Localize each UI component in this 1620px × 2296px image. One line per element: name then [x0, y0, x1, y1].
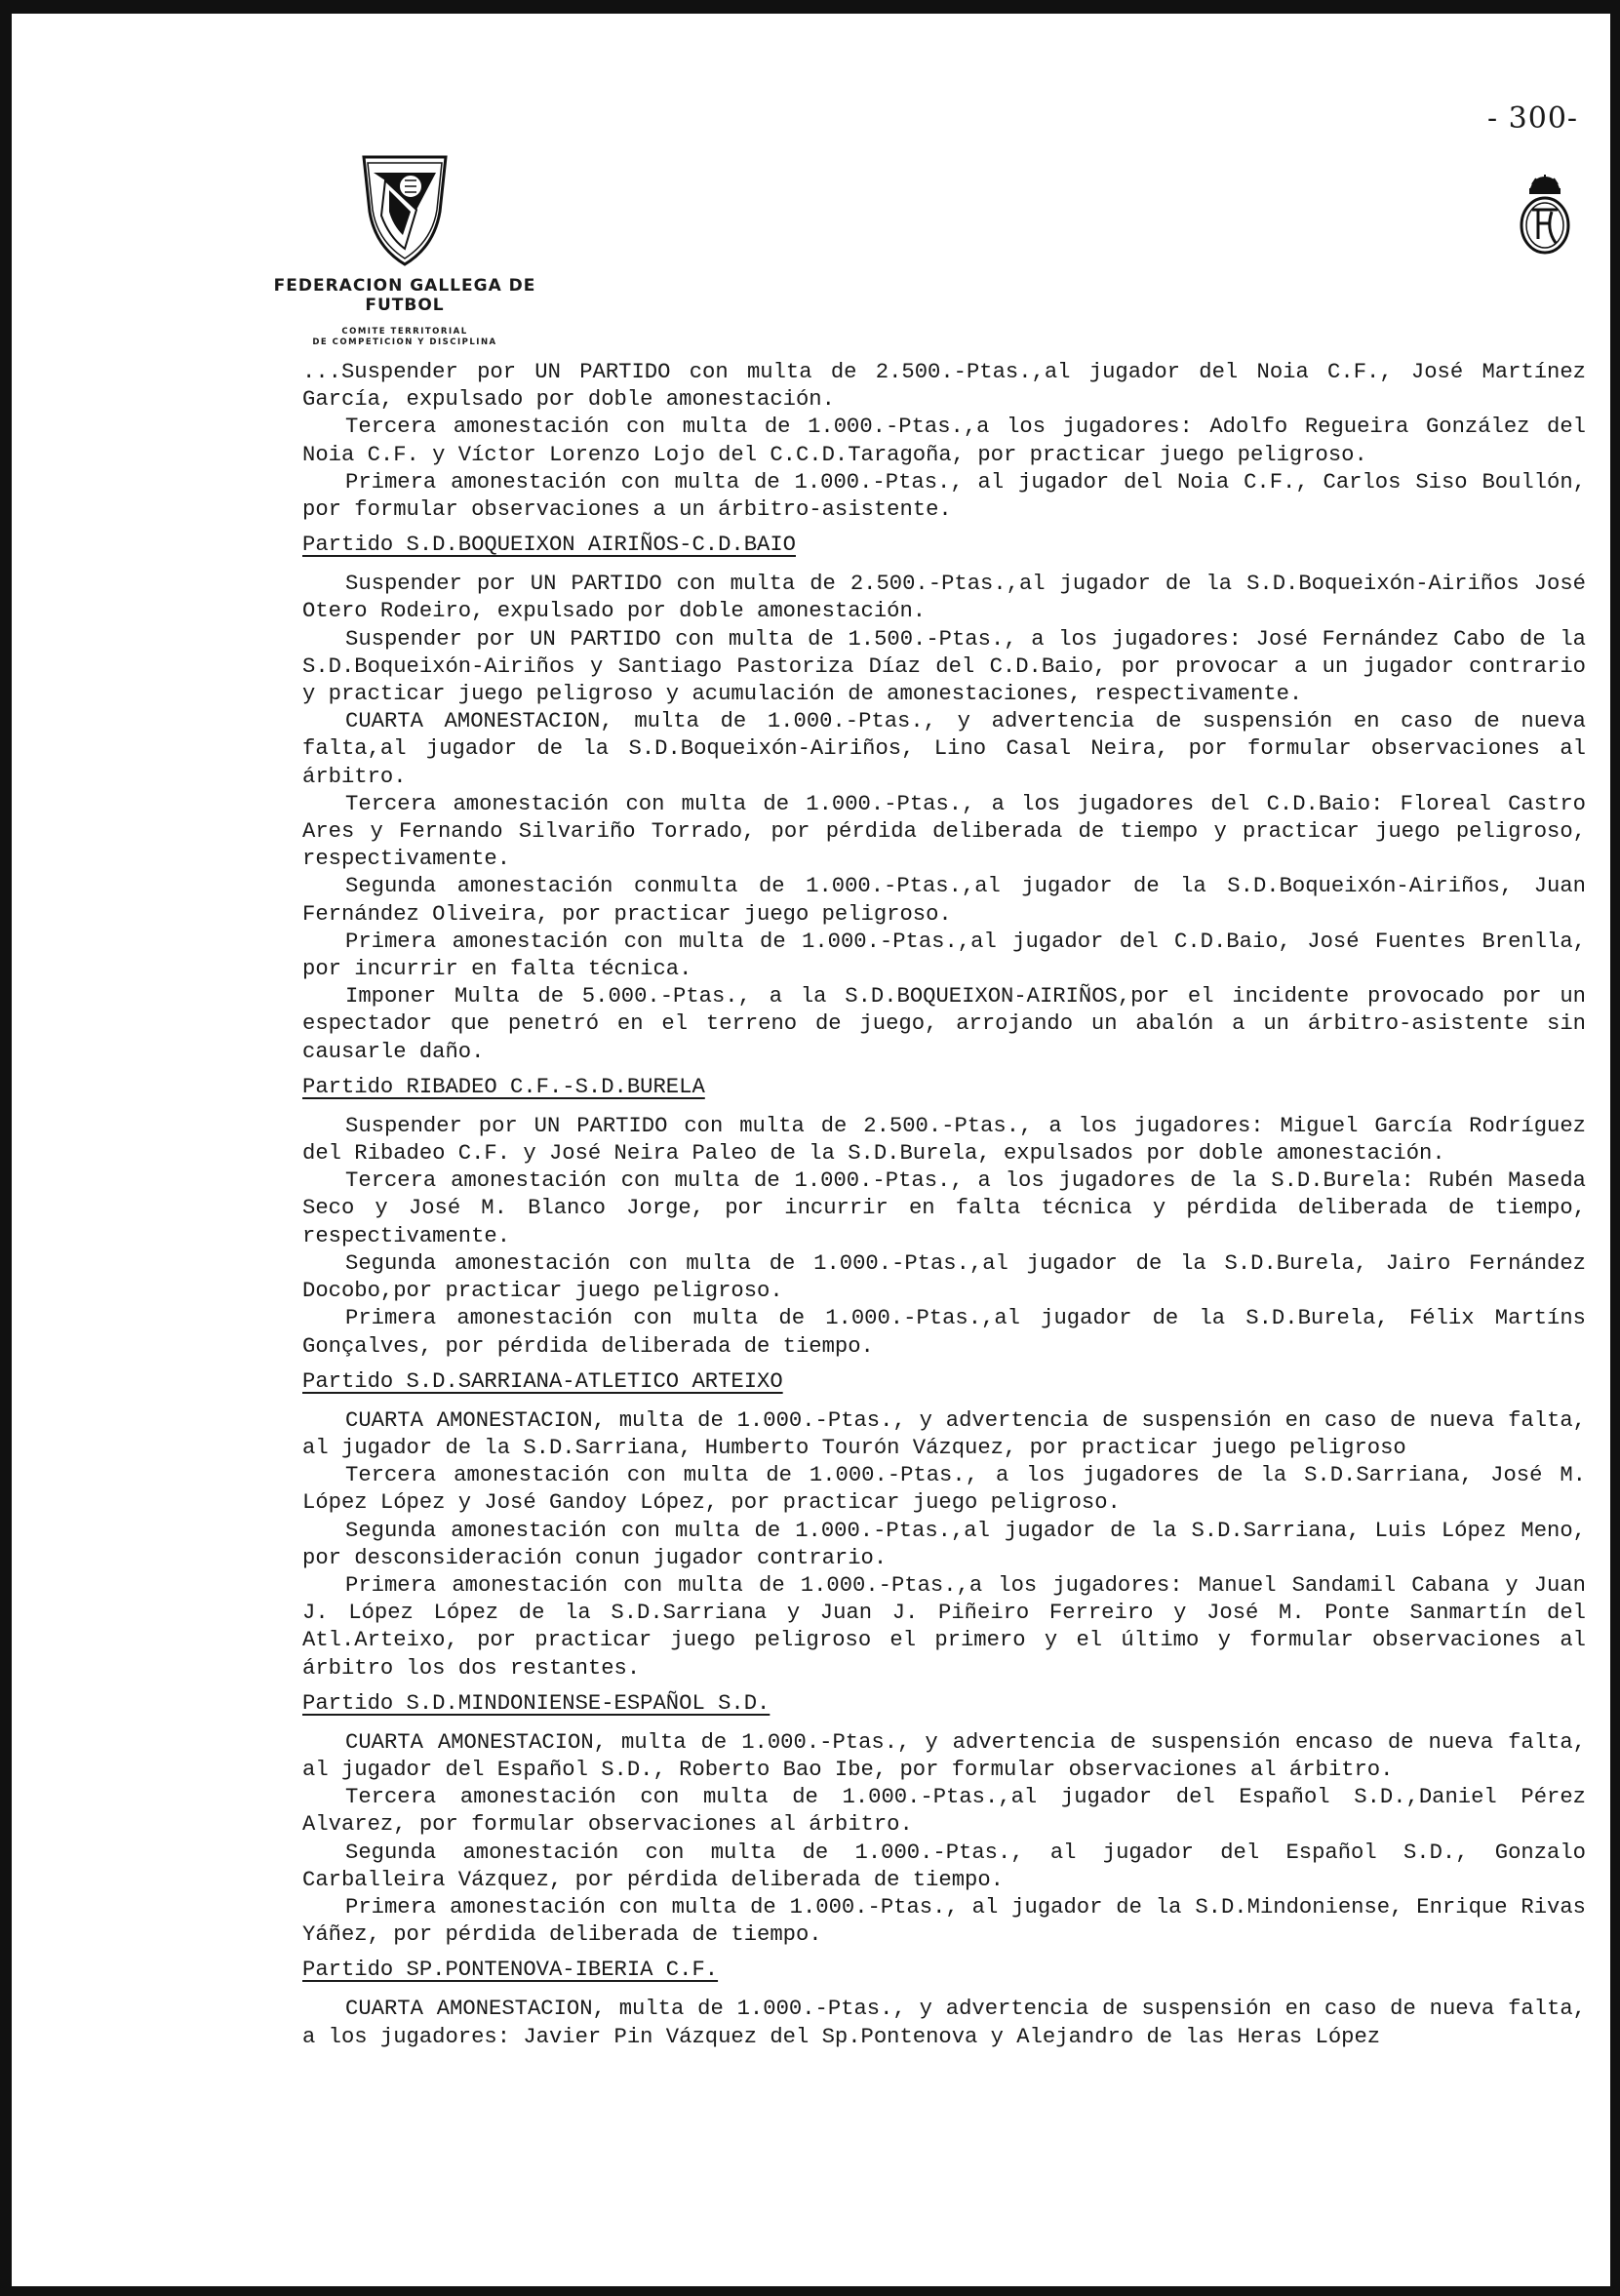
- paragraph: CUARTA AMONESTACION, multa de 1.000.-Ptas., y advertencia de suspensión en caso de nueva falta, al jugador de la S.D.Sarriana, Humberto Tourón Vázquez, por practicar juego peligroso: [302, 1407, 1586, 1460]
- paragraph: Segunda amonestación con multa de 1.000.-Ptas.,al jugador de la S.D.Burela, Jairo Fernández Docobo,por practicar juego peligroso.: [302, 1250, 1586, 1304]
- paragraph: CUARTA AMONESTACION, multa de 1.000.-Ptas., y advertencia de suspensión encaso de nueva falta, al jugador del Español S.D., Roberto Bao Ibe, por formular observaciones al árbitro.: [302, 1729, 1586, 1782]
- section-heading: Partido S.D.SARRIANA-ATLETICO ARTEIXO: [302, 1368, 783, 1394]
- paragraph: Primera amonestación con multa de 1.000.-Ptas., al jugador del Noia C.F., Carlos Siso Boullón, por formular observaciones a un árbitro-asistente.: [302, 469, 1586, 523]
- section-heading: Partido S.D.MINDONIENSE-ESPAÑOL S.D.: [302, 1690, 770, 1716]
- section-heading: Partido RIBADEO C.F.-S.D.BURELA: [302, 1074, 705, 1099]
- federation-name: FEDERACION GALLEGA DE FUTBOL: [273, 276, 536, 315]
- paragraph: Tercera amonestación con multa de 1.000.-Ptas.,a los jugadores: Adolfo Regueira González del Noia C.F. y Víctor Lorenzo Lojo del C.C.D.Taragoña, por practicar juego peligroso.: [302, 415, 1586, 467]
- paragraph: Tercera amonestación con multa de 1.000.-Ptas., a los jugadores de la S.D.Sarriana, José M. López López y José Gandoy López, por practicar juego peligroso.: [302, 1463, 1586, 1516]
- paragraph: Primera amonestación con multa de 1.000.-Ptas.,al jugador del C.D.Baio, José Fuentes Brenlla, por incurrir en falta técnica.: [302, 929, 1586, 982]
- paragraph: Primera amonestación con multa de 1.000.-Ptas.,al jugador de la S.D.Burela, Félix Martíns Gonçalves, por pérdida deliberada de tiempo.: [302, 1306, 1586, 1359]
- paragraph: Tercera amonestación con multa de 1.000.-Ptas.,al jugador del Español S.D.,Daniel Pérez Alvarez, por formular observaciones al árbitro.: [302, 1785, 1586, 1838]
- paragraph: Suspender por UN PARTIDO con multa de 2.500.-Ptas.,al jugador de la S.D.Boqueixón-Airiños José Otero Rodeiro, expulsado por doble amonestación.: [302, 572, 1586, 624]
- paragraph: Segunda amonestación con multa de 1.000.-Ptas.,al jugador de la S.D.Sarriana, Luis López Meno, por desconsideración conun jugador contrario.: [302, 1518, 1586, 1570]
- paragraph: Segunda amonestación conmulta de 1.000.-Ptas.,al jugador de la S.D.Boqueixón-Airiños, Juan Fernández Oliveira, por practicar juego peligroso.: [302, 874, 1586, 927]
- letterhead: [244, 151, 566, 348]
- page-number: - 300-: [1487, 101, 1579, 136]
- paragraph: ...Suspender por UN PARTIDO con multa de 2.500.-Ptas.,al jugador del Noia C.F., José Martínez García, expulsado por doble amonestación.: [302, 360, 1586, 413]
- paragraph: Suspender por UN PARTIDO con multa de 1.500.-Ptas., a los jugadores: José Fernández Cabo de la S.D.Boqueixón-Airiños y Santiago Pastoriza Díaz del C.D.Baio, por provocar a un jugador contrario y practicar juego peligroso y acumulación de amonestaciones, respectivamente.: [302, 626, 1586, 707]
- committee-line: DE COMPETICION Y DISCIPLINA: [312, 337, 497, 347]
- section-heading: Partido SP.PONTENOVA-IBERIA C.F.: [302, 1958, 719, 1983]
- paragraph: CUARTA AMONESTACION, multa de 1.000.-Ptas., y advertencia de suspensión en caso de nueva falta,al jugador de la S.D.Boqueixón-Airiños, Lino Casal Neira, por formular observaciones al árbitro.: [302, 709, 1586, 789]
- committee-line: COMITE TERRITORIAL: [341, 327, 468, 336]
- paragraph: Suspender por UN PARTIDO con multa de 2.500.-Ptas., a los jugadores: Miguel García Rodríguez del Ribadeo C.F. y José Neira Paleo de la S.D.Burela, expulsados por doble amonestación.: [302, 1113, 1586, 1167]
- section-heading: Partido S.D.BOQUEIXON AIRIÑOS-C.D.BAIO: [302, 533, 796, 558]
- paragraph: Primera amonestación con multa de 1.000.-Ptas.,a los jugadores: Manuel Sandamil Cabana y Juan J. López López de la S.D.Sarriana y Juan J. Piñeiro Ferreiro y José M. Ponte Sanmartín del Atl.Arteixo, por practicar juego peligroso el primero y el último y formular observaciones al árbitro los dos restantes.: [302, 1572, 1586, 1681]
- paragraph: Imponer Multa de 5.000.-Ptas., a la S.D.BOQUEIXON-AIRIÑOS,por el incidente provocado por un espectador que penetró en el terreno de juego, arrojando un abalón a un árbitro-asistente sin causarle daño.: [302, 984, 1586, 1064]
- paragraph: Segunda amonestación con multa de 1.000.-Ptas., al jugador del Español S.D., Gonzalo Carballeira Vázquez, por pérdida deliberada de tiempo.: [302, 1840, 1586, 1892]
- paragraph: Primera amonestación con multa de 1.000.-Ptas., al jugador de la S.D.Mindoniense, Enrique Rivas Yáñez, por pérdida deliberada de tiempo.: [302, 1894, 1586, 1948]
- crest-icon: [1517, 171, 1573, 258]
- paragraph: CUARTA AMONESTACION, multa de 1.000.-Ptas., y advertencia de suspensión en caso de nueva falta, a los jugadores: Javier Pin Vázquez del Sp.Pontenova y Alejandro de las Heras López: [302, 1997, 1586, 2049]
- paragraph: Tercera amonestación con multa de 1.000.-Ptas., a los jugadores de la S.D.Burela: Rubén Maseda Seco y José M. Blanco Jorge, por incurrir en falta técnica y pérdida deliberada de tiempo, respectivamente.: [302, 1168, 1586, 1248]
- document-body: [302, 359, 1586, 2051]
- federation-shield-icon: [356, 151, 454, 268]
- paragraph: Tercera amonestación con multa de 1.000.-Ptas., a los jugadores del C.D.Baio: Floreal Castro Ares y Fernando Silvariño Torrado, por pérdida deliberada de tiempo y practicar juego peligroso, respectivamente.: [302, 791, 1586, 872]
